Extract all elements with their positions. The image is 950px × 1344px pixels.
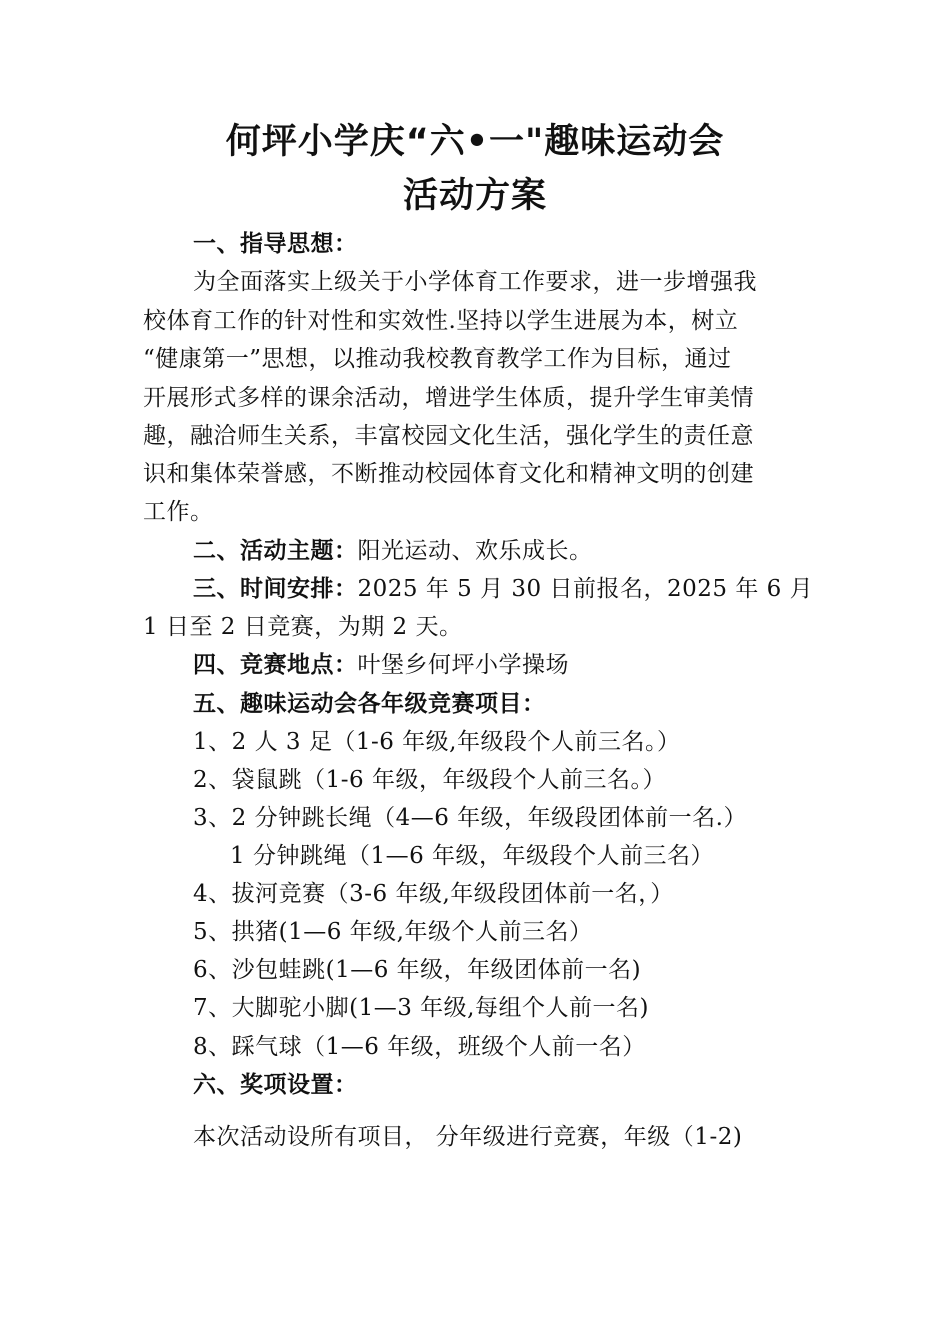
paragraph-line: 校体育工作的针对性和实效性.坚持以学生进展为本，树立 [143,308,739,334]
section-heading-venue: 四、竞赛地点： [193,652,358,678]
paragraph-line: “健康第一”思想，以推动我校教育教学工作为目标，通过 [143,346,732,372]
section-heading-guiding-ideology: 一、指导思想： [193,231,358,257]
list-item: 1、2 人 3 足（1-6 年级,年级段个人前三名。） [193,729,681,755]
section-heading-awards: 六、奖项设置： [193,1072,358,1098]
list-item: 2、袋鼠跳（1-6 年级，年级段个人前三名。） [193,767,666,793]
section-heading-events: 五、趣味运动会各年级竞赛项目： [193,691,546,717]
section-heading-schedule: 三、时间安排： [193,576,358,602]
paragraph-line: 识和集体荣誉感，不断推动校园体育文化和精神文明的创建 [143,461,754,487]
section-activity-theme [193,536,593,566]
list-item: 6、沙包蛙跳(1—6 年级，年级团体前一名) [193,957,642,983]
list-item: 3、2 分钟跳长绳（4—6 年级，年级段团体前一名.） [193,805,747,831]
list-item: 7、大脚驼小脚(1—3 年级,每组个人前一名) [193,995,649,1021]
document-subtitle: 活动方案 [402,176,547,216]
awards-text: 本次活动设所有项目， 分年级进行竞赛，年级（1-2) [193,1124,743,1150]
list-item: 4、拔河竞赛（3-6 年级,年级段团体前一名，） [193,881,674,907]
schedule-text-line1: 2025 年 5 月 30 日前报名，2025 年 6 月 [357,576,814,602]
section-heading-activity-theme: 二、活动主题： [193,538,358,564]
section-schedule [193,574,813,604]
list-subitem: 1 分钟跳绳（1—6 年级，年级段个人前三名） [230,843,715,869]
document-title: 何坪小学庆“六•一"趣味运动会 [225,122,725,162]
paragraph-line: 为全面落实上级关于小学体育工作要求，进一步增强我 [193,269,757,295]
activity-theme-text: 阳光运动、欢乐成长。 [357,538,593,564]
list-item: 8、踩气球（1—6 年级，班级个人前一名） [193,1034,646,1060]
paragraph-line: 趣，融洽师生关系，丰富校园文化生活，强化学生的责任意 [143,423,754,449]
section-venue [193,650,569,680]
venue-text: 叶堡乡何坪小学操场 [357,652,569,678]
list-item: 5、拱猪(1—6 年级,年级个人前三名） [193,919,593,945]
schedule-text-line2: 1 日至 2 日竞赛，为期 2 天。 [143,614,463,640]
paragraph-line: 开展形式多样的课余活动，增进学生体质，提升学生审美情 [143,385,754,411]
paragraph-line: 工作。 [143,499,214,525]
